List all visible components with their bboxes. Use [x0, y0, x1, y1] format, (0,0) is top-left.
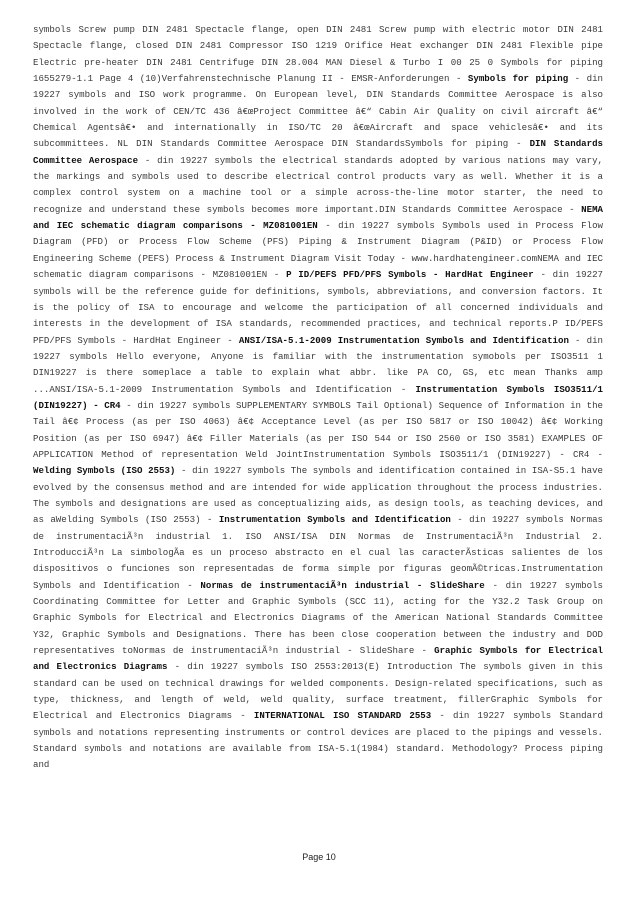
bold-heading-segment: Symbols for piping — [467, 73, 569, 85]
bold-heading-segment: Normas de instrumentaciÃ³n industrial - SlideShare — [200, 579, 485, 591]
text-segment: - din 19227 symbols Symbols used in Process Flow Diagram (PFD) or Process Flow Scheme (PFS) Piping & Instrument Diagram (P&ID) or Process Flow Engineering Scheme (PEFS) Process & Instrument Diagram Visit Today - www.hardhatengineer.comNEMA and IEC schematic diagram comparisons - MZ081001EN - — [33, 220, 604, 281]
bold-heading-segment: ANSI/ISA-5.1-2009 Instrumentation Symbols and Identification — [238, 334, 569, 346]
text-segment: - din 19227 symbols SUPPLEMENTARY SYMBOLS Tail Optional) Sequence of Information in the Tail â€¢ Process (as per ISO 4063) â€¢ Acceptance Level (as per ISO 5817 or ISO 10042) â€¢ Working Position (as per ISO 6947) â€¢ Filler Materials (as per ISO 544 or ISO 2560 or ISO 3581) EXAMPLES OF APPLICATION Method of representation Weld JointInstrumentation Symbols ISO3511/1 (DIN19227) - CR4 - — [33, 399, 603, 460]
bold-heading-segment: Instrumentation Symbols and Identification — [218, 514, 451, 526]
page-number: Page 10 — [302, 852, 336, 862]
bold-heading-segment: NEMA and IEC schematic diagram comparisons - MZ081001EN — [33, 203, 603, 232]
text-segment: - din 19227 symbols Normas de instrumentaciÃ³n industrial 1. ISO ANSI/ISA DIN Normas de InstrumentaciÃ³n Industrial 2. IntroducciÃ³n La simbologÃa es un proceso abstracto en el cual las caracterÃsticas salientes de los dispositivos o funciones son representadas de forma simple por figuras geomÃ©tricas.Instrumentation Symbols and Identification - — [33, 514, 604, 591]
text-segment: - din 19227 symbols The symbols and identification contained in ISA-S5.1 have evolved by the consensus method and are intended for wide application throughout the process industries. The symbols and designations are used as conceptualizing aids, as design tools, as teaching devices, and as aWelding Symbols (ISO 2553) - — [33, 465, 603, 526]
body-text — [33, 22, 603, 774]
text-segment: symbols Screw pump DIN 2481 Spectacle flange, open DIN 2481 Screw pump with electric motor DIN 2481 Spectacle flange, closed DIN 2481 Compressor ISO 1219 Orifice Heat exchanger DIN 2481 Flexible pipe Electric pre-heater DIN 2481 Centrifuge DIN 28.004 MAN Diesel & Turbo I 00 25 0 Symbols for piping 1655279-1.1 Page 4 (10)Verfahrenstechnische Planung II - EMSR-Anforderungen - — [33, 24, 603, 85]
bold-heading-segment: P ID/PEFS PFD/PFS Symbols - HardHat Engineer — [286, 269, 534, 281]
bold-heading-segment: INTERNATIONAL ISO STANDARD 2553 — [253, 710, 432, 722]
text-segment: - din 19227 symbols will be the reference guide for definitions, symbols, abbreviations, and conversion factors. It is the policy of ISA to encourage and welcome the participation of all concerned individuals and interests in the development of ISA standards, recommended practices, and technical reports.P ID/PEFS PFD/PFS Symbols - HardHat Engineer - — [33, 269, 603, 346]
text-segment: - din 19227 symbols Hello everyone, Anyone is familiar with the instrumentation symobols per ISO3511 1 DIN19227 is there someplace a table to explain what abbr. like PA CO, GS, etc mean Thanks amp ...ANSI/ISA-5.1-2009 Instrumentation Symbols and Identification - — [33, 334, 603, 395]
text-segment: - din 19227 symbols and ISO work programme. On European level, DIN Standards Committee Aerospace is also involved in the work of CEN/TC 436 â€œProject Committee â€“ Cabin Air Quality on civil aircraft â€“ Chemical Agentsâ€• and internationally in ISO/TC 20 â€œAircraft and space vehiclesâ€• and its subcommittees. NL DIN Standards Committee Aerospace DIN StandardsSymbols for piping - — [33, 73, 603, 150]
bold-heading-segment: DIN Standards Committee Aerospace — [33, 138, 603, 166]
bold-heading-segment: Welding Symbols (ISO 2553) — [33, 465, 176, 477]
bold-heading-segment: Graphic Symbols for Electrical and Electronics Diagrams — [33, 645, 603, 673]
text-segment: - din 19227 symbols Coordinating Committee for Letter and Graphic Symbols (SCC 11), acting for the Y32.2 Task Group on Graphic Symbols for Electrical and Electronics Diagrams of the American National Standards Committee Y32, Graphic Symbols and Designations. There has been close cooperation between the industry and DOD representatives toNormas de instrumentaciÃ³n industrial - SlideShare - — [33, 579, 603, 657]
text-segment: - din 19227 symbols the electrical standards adopted by various nations may vary, the markings and symbols used to describe electrical control products vary as well. Whether it is a complex control system on a machine tool or a simple across-the-line motor starter, the need to recognize and understand these symbols becomes more important.DIN Standards Committee Aerospace - — [33, 154, 603, 215]
text-segment: - din 19227 symbols ISO 2553:2013(E) Introduction The symbols given in this standard can be used on technical drawings for welded components. Design-related specifications, such as type, thickness, and length of weld, weld quality, surface treatment, fillerGraphic Symbols for Electrical and Electronics Diagrams - — [33, 661, 603, 722]
text-segment: - din 19227 symbols Standard symbols and notations representing instruments or control devices are placed to the pipings and vessels. Standard symbols and notations are available from ISA-5.1(1984) standard. Methodology? Process piping and — [33, 710, 603, 771]
bold-heading-segment: Instrumentation Symbols ISO3511/1 (DIN19227) - CR4 — [33, 383, 604, 411]
